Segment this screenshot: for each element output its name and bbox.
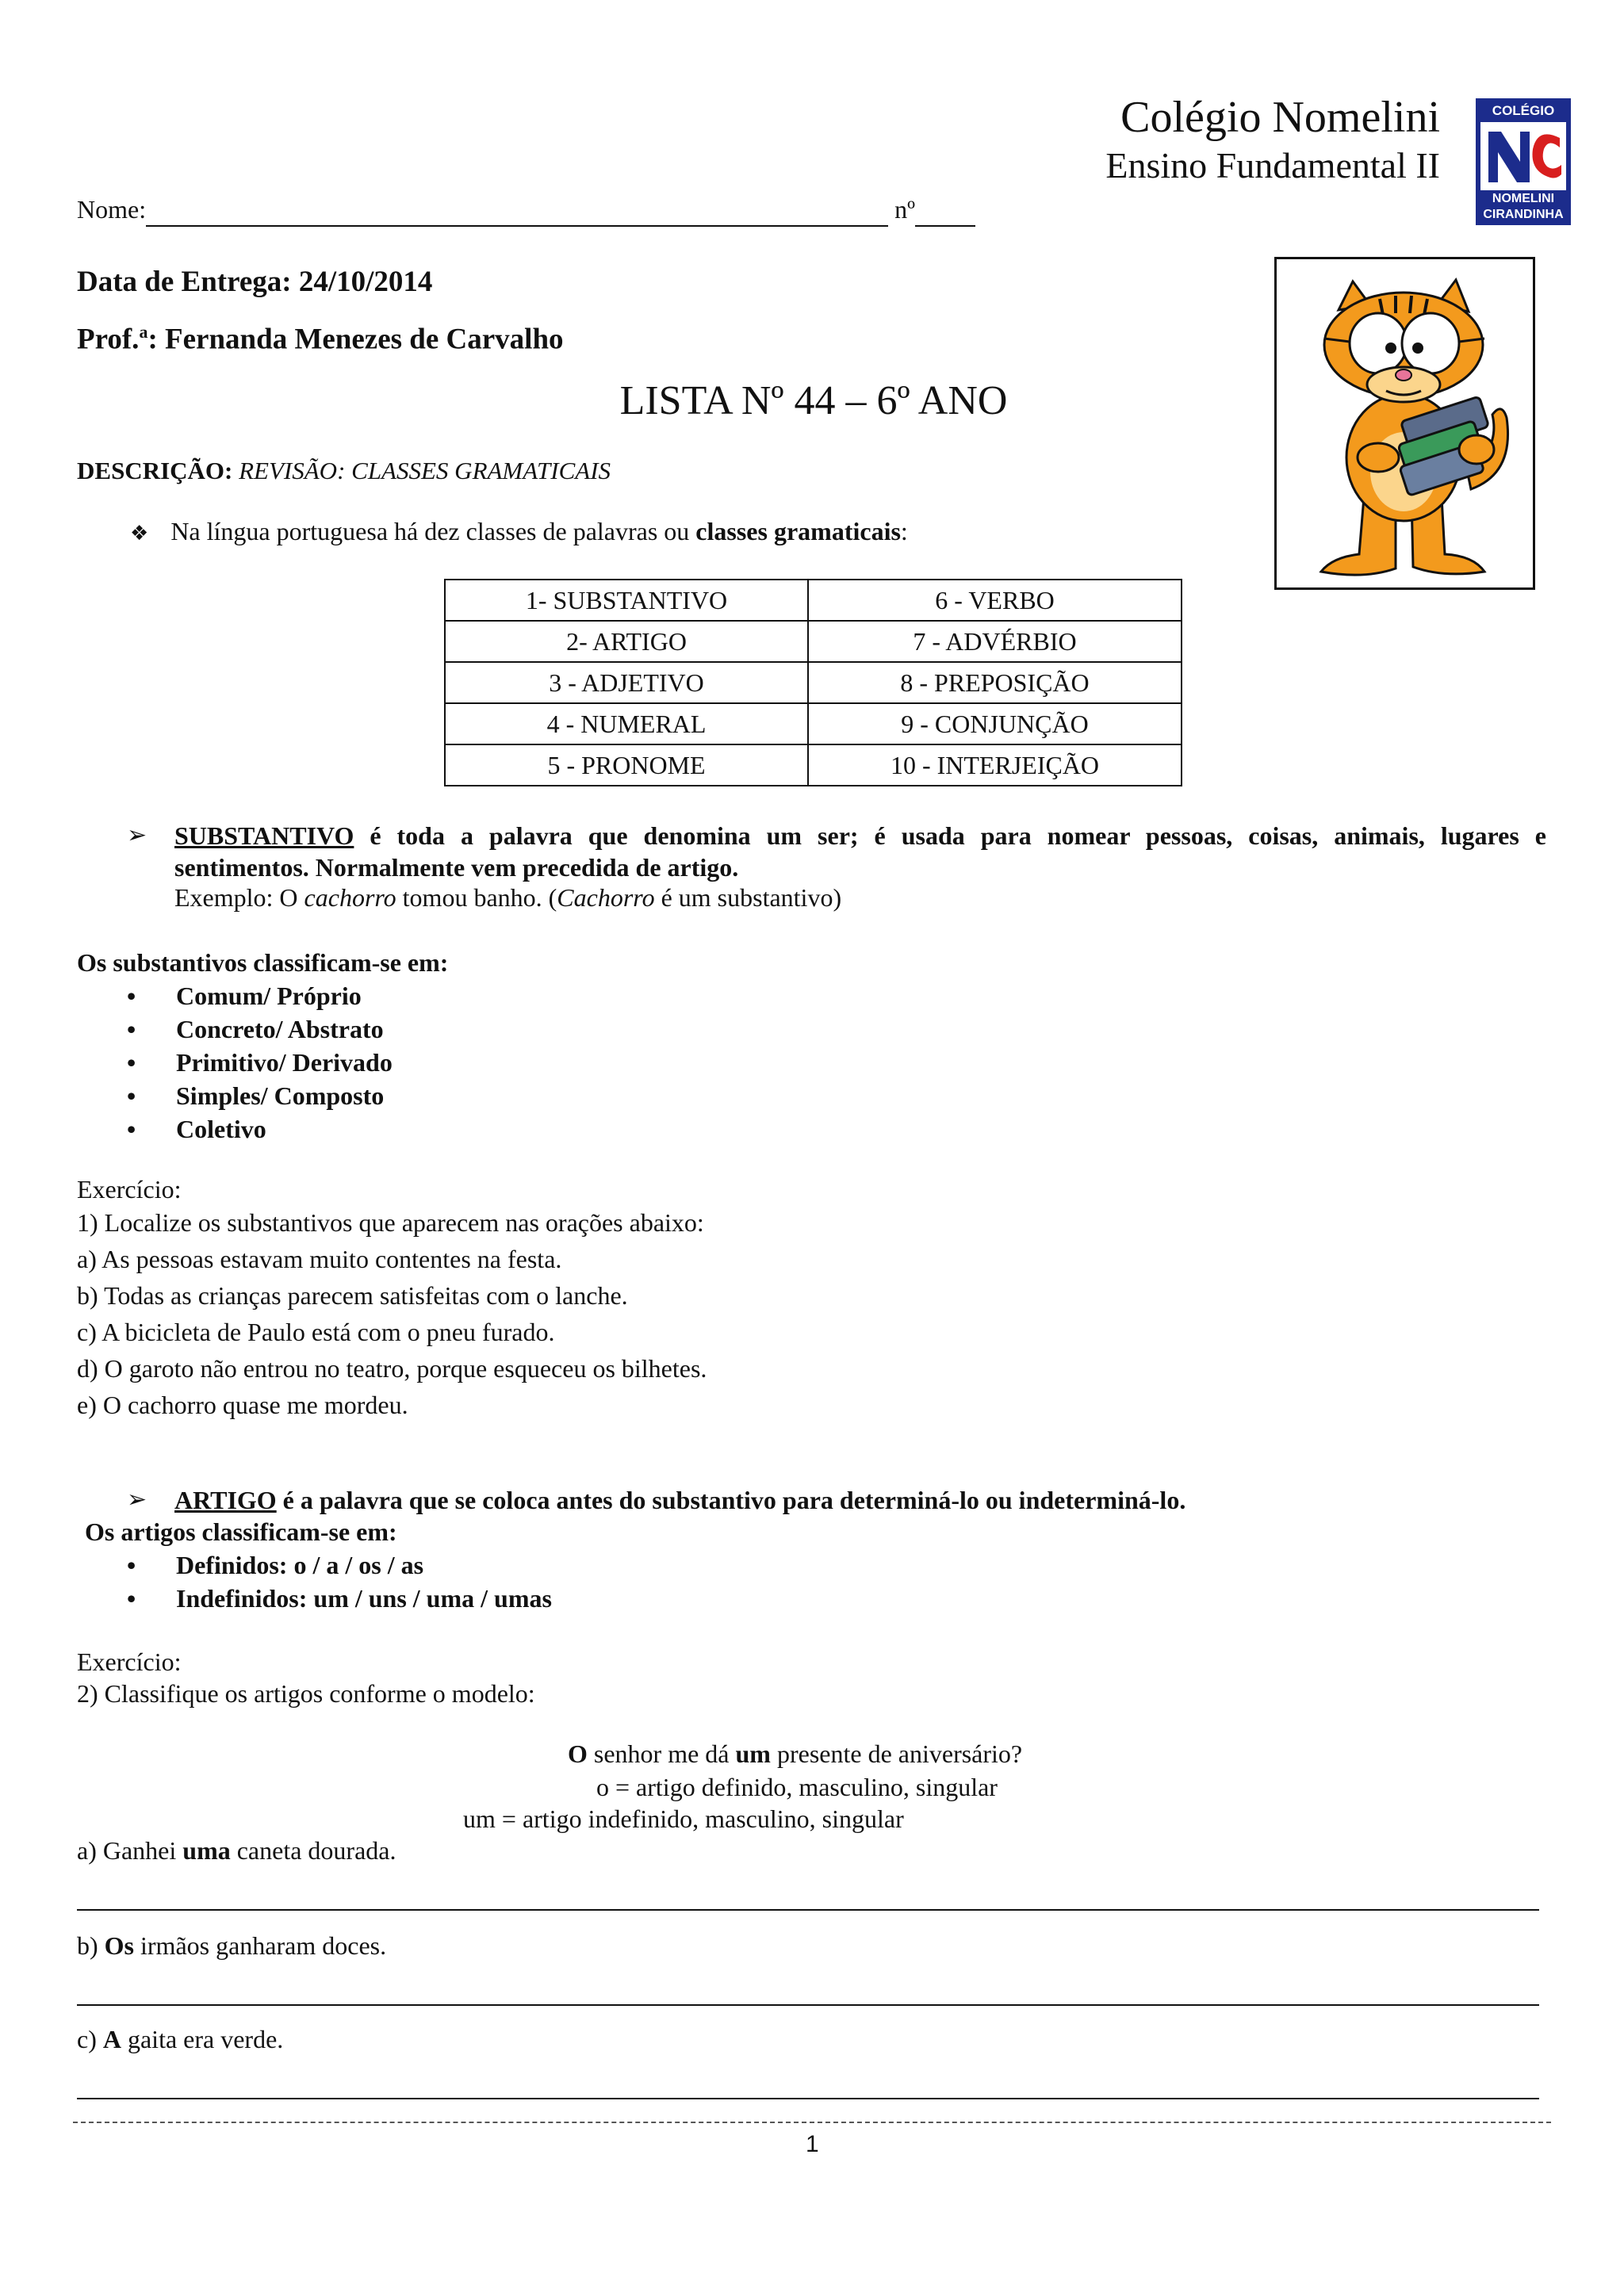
table-cell: 7 - ADVÉRBIO: [808, 621, 1182, 662]
bullet-dot-icon: •: [127, 1584, 136, 1613]
table-row: [445, 744, 1182, 786]
teacher-label-sup: a: [139, 322, 148, 342]
table-row: [445, 621, 1182, 662]
description-label: DESCRIÇÃO:: [77, 457, 233, 484]
list-item: • Comum/ Próprio: [127, 980, 393, 1013]
bullet-dot-icon: •: [127, 1115, 136, 1143]
table-cell: 8 - PREPOSIÇÃO: [808, 662, 1182, 703]
exercise-2-question: 2) Classifique os artigos conforme o modelo:: [77, 1679, 535, 1708]
list-item: b) Todas as crianças parecem satisfeitas com o lanche.: [77, 1281, 628, 1310]
logo-mark: [1480, 122, 1566, 190]
page-title: LISTA Nº 44 – 6º ANO: [619, 378, 1008, 423]
table-cell: 5 - PRONOME: [445, 744, 808, 786]
exercise-question: 1) Localize os substantivos que aparecem nas orações abaixo:: [77, 1208, 704, 1237]
list-item: d) O garoto não entrou no teatro, porque esqueceu os bilhetes.: [77, 1354, 707, 1383]
table-cell: 4 - NUMERAL: [445, 703, 808, 744]
cat-cartoon-icon: [1321, 280, 1508, 575]
bullet-dot-icon: •: [127, 982, 136, 1010]
list-item: • Coletivo: [127, 1113, 393, 1146]
footer-divider: [73, 2122, 1551, 2123]
numero-label: nº: [894, 195, 916, 224]
substantivo-types-list: [127, 980, 393, 1146]
logo-nc-icon: [1480, 122, 1566, 190]
list-item: • Concreto/ Abstrato: [127, 1013, 393, 1047]
table-cell: 6 - VERBO: [808, 580, 1182, 621]
logo-bottom-text-1: NOMELINI: [1492, 192, 1555, 205]
logo-top-text: COLÉGIO: [1482, 103, 1565, 119]
answer-line-c[interactable]: [77, 2098, 1539, 2099]
artigo-term: ARTIGO: [174, 1486, 277, 1514]
list-item: c) A bicicleta de Paulo está com o pneu furado.: [77, 1318, 555, 1346]
substantivo-definition-line2: sentimentos. Normalmente vem precedida de artigo.: [174, 853, 739, 882]
nome-blank-line[interactable]: [146, 201, 888, 227]
substantivo-definition-line1: SUBSTANTIVO é toda a palavra que denomina um ser; é usada para nomear pessoas, coisas, animais, lugares e: [174, 821, 1546, 850]
diamond-bullet-icon: ❖: [130, 522, 149, 545]
teacher-name: : Fernanda Menezes de Carvalho: [147, 323, 564, 356]
exercise-1: [77, 1173, 707, 1425]
answer-line-b[interactable]: [77, 2004, 1539, 2006]
exercise-2-item-b: b) Os irmãos ganharam doces.: [77, 1931, 387, 1960]
artigo-classification-title: Os artigos classificam-se em:: [85, 1517, 397, 1546]
school-name: Colégio Nomelini: [1120, 93, 1440, 142]
exercise-2-item-c: c) A gaita era verde.: [77, 2025, 284, 2053]
artigo-definition: ARTIGO é a palavra que se coloca antes do substantivo para determiná-lo ou indeterminá-lo.: [174, 1486, 1186, 1514]
numero-blank-line[interactable]: [915, 201, 975, 227]
page-number: 1: [806, 2131, 819, 2157]
model-answer-2: um = artigo indefinido, masculino, singular: [463, 1804, 904, 1833]
list-item: • Definidos: o / a / os / as: [127, 1549, 552, 1582]
artigo-types-list: [127, 1549, 552, 1616]
list-item: e) O cachorro quase me mordeu.: [77, 1391, 408, 1419]
logo-bottom-text-2: CIRANDINHA: [1483, 208, 1564, 221]
list-item: a) As pessoas estavam muito contentes na festa.: [77, 1245, 562, 1273]
model-sentence: O senhor me dá um presente de aniversário?: [568, 1739, 1023, 1768]
table-row: [445, 580, 1182, 621]
exercise-2-label: Exercício:: [77, 1647, 182, 1676]
table-cell: 2- ARTIGO: [445, 621, 808, 662]
substantivo-classification-title: Os substantivos classificam-se em:: [77, 948, 449, 977]
bullet-dot-icon: •: [127, 1081, 136, 1110]
bullet-dot-icon: •: [127, 1015, 136, 1043]
exercise-label: Exercício:: [77, 1175, 182, 1203]
teacher-label: Prof.: [77, 323, 140, 356]
table-cell: 1- SUBSTANTIVO: [445, 580, 808, 621]
description-value: REVISÃO: CLASSES GRAMATICAIS: [239, 457, 611, 484]
school-level: Ensino Fundamental II: [1105, 145, 1440, 186]
table-row: [445, 703, 1182, 744]
list-item: • Simples/ Composto: [127, 1080, 393, 1113]
substantivo-term: SUBSTANTIVO: [174, 821, 354, 850]
table-cell: 3 - ADJETIVO: [445, 662, 808, 703]
nome-label: Nome:: [77, 195, 147, 224]
exercise-2-item-a: a) Ganhei uma caneta dourada.: [77, 1836, 396, 1865]
arrow-bullet-icon: ➢: [127, 1486, 147, 1513]
name-field-row: [77, 193, 975, 227]
arrow-bullet-icon: ➢: [127, 821, 147, 849]
school-logo: [1476, 98, 1571, 225]
table-cell: 9 - CONJUNÇÃO: [808, 703, 1182, 744]
description-line: [77, 455, 611, 487]
substantivo-example: Exemplo: O cachorro tomou banho. (Cachorro é um substantivo): [174, 883, 842, 912]
bullet-dot-icon: •: [127, 1048, 136, 1077]
intro-line: [130, 515, 908, 549]
delivery-date: Data de Entrega: 24/10/2014: [77, 266, 433, 298]
answer-line-a[interactable]: [77, 1909, 1539, 1911]
table-row: [445, 662, 1182, 703]
model-answer-1: o = artigo definido, masculino, singular: [596, 1773, 998, 1801]
table-cell: 10 - INTERJEIÇÃO: [808, 744, 1182, 786]
list-item: • Indefinidos: um / uns / uma / umas: [127, 1582, 552, 1616]
word-classes-table: [444, 579, 1182, 786]
intro-text: Na língua portuguesa há dez classes de palavras ou classes gramaticais:: [170, 517, 908, 545]
list-item: • Primitivo/ Derivado: [127, 1047, 393, 1080]
bullet-dot-icon: •: [127, 1551, 136, 1579]
teacher-line: [77, 322, 564, 356]
